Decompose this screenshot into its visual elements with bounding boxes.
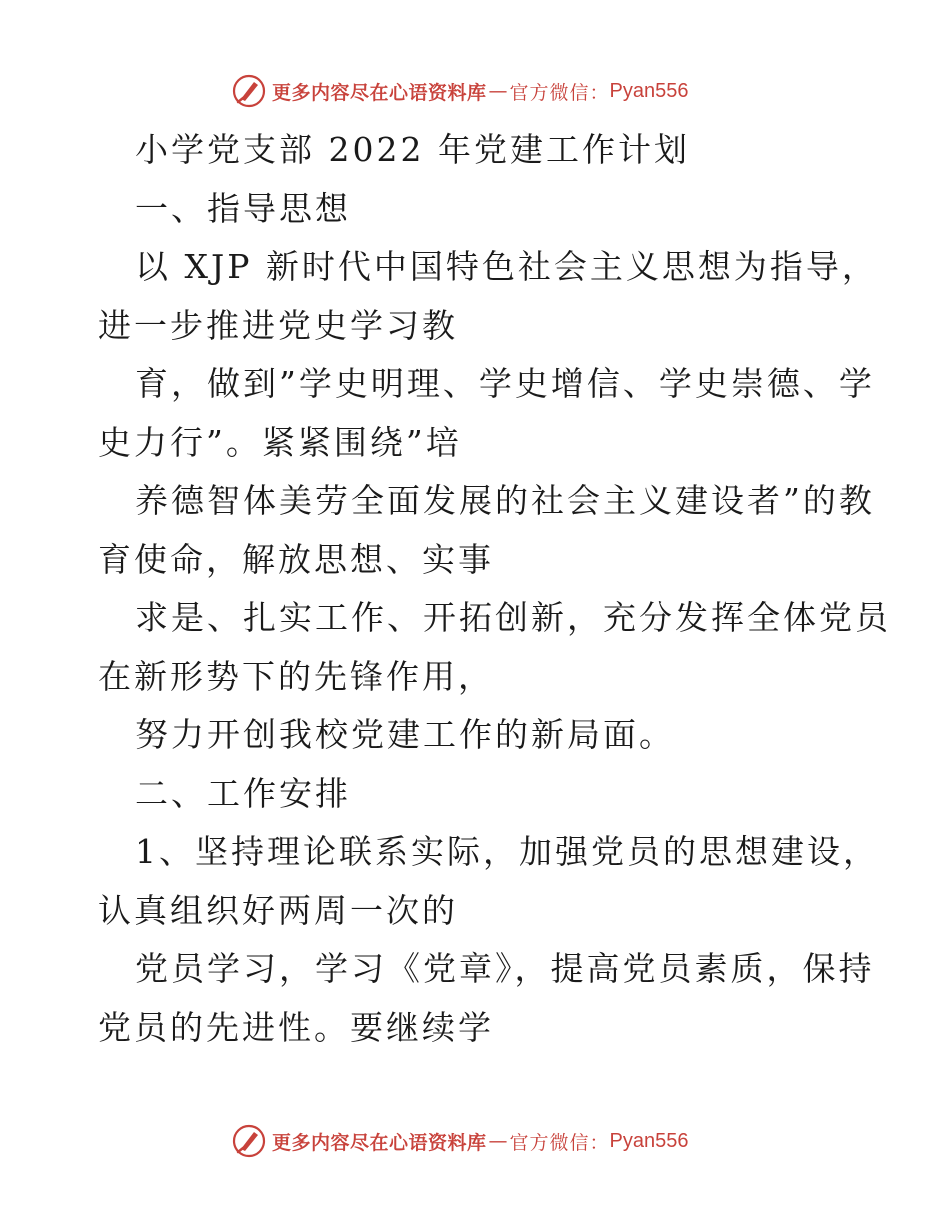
watermark-official-label: 官方微信： bbox=[509, 81, 610, 104]
doc-line: 党员的先进性。要继续学 bbox=[98, 1007, 494, 1047]
watermark-text: 更多内容尽在心语资料库 bbox=[272, 81, 487, 104]
watermark-separator: — bbox=[488, 1130, 508, 1152]
doc-line: 进一步推进党史学习教 bbox=[98, 305, 458, 345]
doc-line: 养德智体美劳全面发展的社会主义建设者”的教 bbox=[135, 481, 875, 520]
watermark-official-label: 官方微信： bbox=[509, 1131, 610, 1154]
watermark-separator: — bbox=[488, 80, 508, 102]
doc-line: 小学党支部 2022 年党建工作计划 bbox=[135, 130, 690, 169]
quill-logo-icon bbox=[232, 1124, 266, 1158]
doc-line: 求是、扎实工作、开拓创新，充分发挥全体党员 bbox=[135, 598, 891, 637]
doc-line: 在新形势下的先锋作用， bbox=[98, 656, 494, 696]
doc-line: 育使命，解放思想、实事 bbox=[98, 539, 494, 579]
watermark-text: 更多内容尽在心语资料库 bbox=[272, 1131, 487, 1154]
doc-line: 育，做到”学史明理、学史增信、学史崇德、学 bbox=[135, 364, 875, 403]
watermark-header bbox=[232, 71, 689, 111]
doc-line: 一、指导思想 bbox=[135, 188, 351, 228]
doc-line: 以 XJP 新时代中国特色社会主义思想为指导， bbox=[135, 247, 878, 286]
quill-logo-icon bbox=[232, 74, 266, 108]
watermark-wechat-id: Pyan556 bbox=[609, 79, 689, 102]
document-body bbox=[98, 121, 891, 1057]
doc-line: 二、工作安排 bbox=[135, 773, 351, 813]
doc-line: 史力行”。紧紧围绕”培 bbox=[98, 422, 462, 462]
doc-line: 党员学习，学习《党章》，提高党员素质，保持 bbox=[135, 949, 875, 988]
watermark-wechat-id: Pyan556 bbox=[609, 1129, 689, 1152]
watermark-footer bbox=[232, 1121, 689, 1161]
doc-line: 1、坚持理论联系实际，加强党员的思想建设， bbox=[135, 832, 879, 871]
doc-line: 努力开创我校党建工作的新局面。 bbox=[135, 715, 675, 754]
doc-line: 认真组织好两周一次的 bbox=[98, 890, 458, 930]
